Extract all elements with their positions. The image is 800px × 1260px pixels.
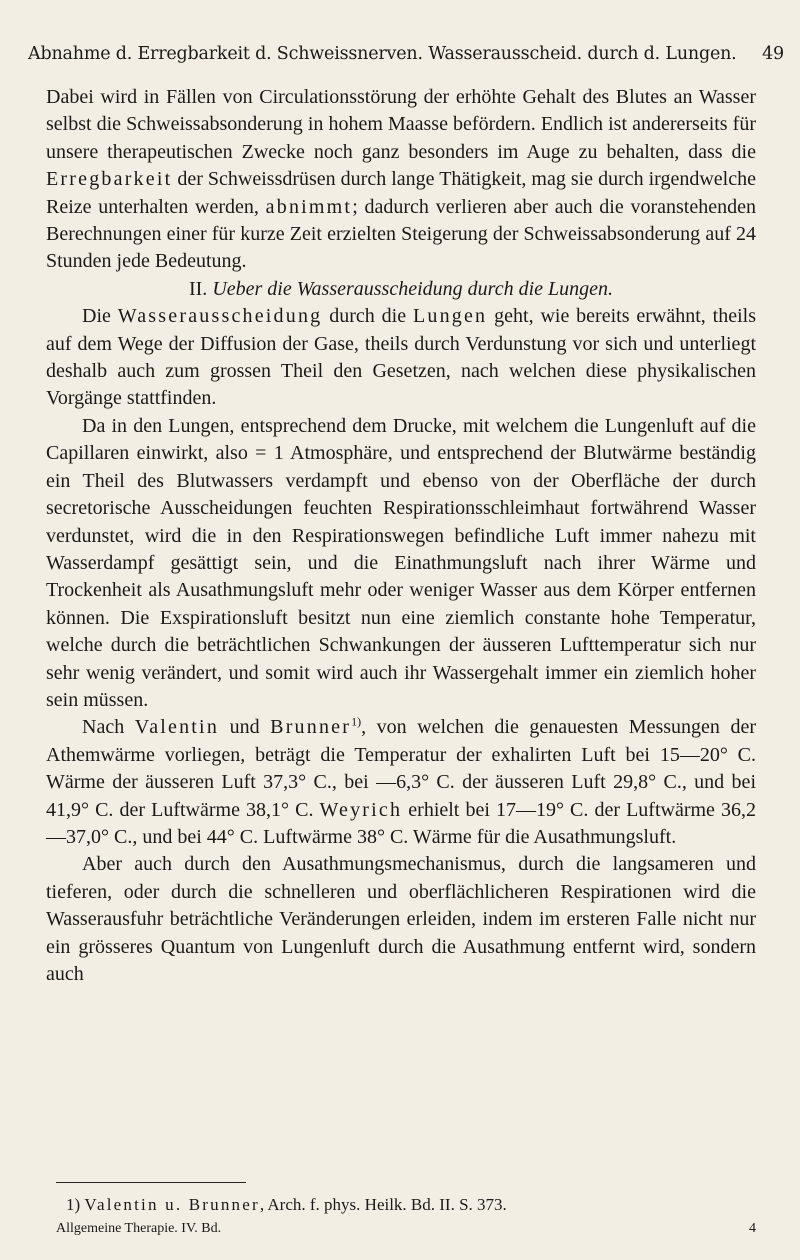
body-text bbox=[46, 84, 756, 988]
footer-sheet-number: 4 bbox=[749, 1221, 756, 1236]
spaced-term: Valentin bbox=[134, 716, 220, 739]
text-run: erhielt bei 17—19° C. der Luftwärme 36,2—37,0° C., und bei 44° C. Luftwärme 38° C. Wärme für die Ausathmungsluft. bbox=[46, 798, 756, 848]
paragraph-1 bbox=[46, 84, 756, 276]
page-footer bbox=[56, 1221, 756, 1237]
running-head bbox=[28, 44, 784, 64]
paragraph-2 bbox=[46, 303, 756, 413]
text-run: ; dadurch verlieren aber auch die voranstehenden Berechnungen einer für kurze Zeit erzielten Steigerung der Schweissabsonderung auf 24 Stunden jede Bedeutung. bbox=[46, 195, 756, 273]
footer-signature: Allgemeine Therapie. IV. Bd. bbox=[56, 1221, 222, 1236]
spaced-term: Erregbarkeit bbox=[46, 168, 173, 191]
page-number: 49 bbox=[762, 44, 784, 64]
spaced-term: Weyrich bbox=[319, 798, 403, 821]
text-run: Die bbox=[82, 305, 118, 328]
footnote-reference[interactable]: 1) bbox=[351, 714, 362, 729]
spaced-term: Wasserausscheidung bbox=[117, 305, 323, 328]
paragraph-4 bbox=[46, 714, 756, 851]
text-run: , von welchen die genauesten Messungen der Athemwärme vorliegen, beträgt die Temperatur der exhalirten Luft bei 15—20° C. Wärme der äusseren Luft 37,3° C., bei —6,3° C. der äusseren Luft 29,8° C., und bei 41,9° C. der Luftwärme 38,1° C. bbox=[46, 716, 757, 821]
text-run: der Schweissdrüsen durch lange Thätigkeit, mag sie durch irgendwelche Reize unterhalten werden, bbox=[46, 168, 756, 218]
text-run: geht, wie bereits erwähnt, theils auf dem Wege der Diffusion der Gase, theils durch Verdunstung vor sich und unterliegt deshalb auch zum grossen Theil den Gesetzen, nach welchen diese physikalischen Vorgänge stattfinden. bbox=[46, 305, 756, 410]
spaced-term: Brunner bbox=[270, 716, 352, 739]
footnote bbox=[66, 1193, 756, 1217]
text-run: Dabei wird in Fällen von Circulationsstörung der erhöhte Gehalt des Blutes an Wasser selbst die Schweissabsonderung in hohem Maasse befördern. Endlich ist andererseits für unsere therapeutischen Zwecke noch ganz besonders im Auge zu behalten, dass die bbox=[46, 86, 756, 163]
footnote-authors: Valentin u. Brunner bbox=[84, 1195, 260, 1214]
footnote-citation: , Arch. f. phys. Heilk. Bd. II. S. 373. bbox=[259, 1195, 507, 1214]
section-heading bbox=[46, 276, 756, 303]
text-run: Nach bbox=[82, 716, 135, 739]
text-run: durch die bbox=[322, 305, 413, 328]
text-run: und bbox=[219, 716, 271, 739]
section-title: Ueber die Wasserausscheidung durch die Lungen. bbox=[212, 277, 614, 300]
running-head-title: Abnahme d. Erregbarkeit d. Schweissnerven. Wasserausscheid. durch d. Lungen. bbox=[28, 44, 737, 64]
footnote-divider bbox=[56, 1182, 246, 1183]
paragraph-5: Aber auch durch den Ausathmungsmechanismus, durch die langsameren und tieferen, oder durch die schnelleren und oberflächlicheren Respirationen wird die Wasserausfuhr beträchtliche Veränderungen erleiden, indem im ersteren Falle nicht nur ein grösseres Quantum von Lungenluft durch die Ausathmung entfernt wird, sondern auch bbox=[46, 853, 756, 985]
spaced-term: abnimmt bbox=[265, 195, 353, 218]
paragraph-3: Da in den Lungen, entsprechend dem Drucke, mit welchem die Lungenluft auf die Capillaren einwirkt, also = 1 Atmosphäre, und entsprechend der Blutwärme beständig ein Theil des Blutwassers verdampft und ebenso von der Oberfläche der durch secretorische Ausscheidungen feuchten Respirationsschleimhaut fortwährend Wasser verdunstet, wird die in den Respirationswegen befindliche Luft immer nahezu mit Wasserdampf gesättigt sein, und die Einathmungsluft nach ihrer Wärme und Trockenheit als Ausathmungsluft mehr oder weniger Wasser aus dem Körper entfernen können. Die Exspirationsluft besitzt nun eine ziemlich constante hohe Temperatur, welche durch die beträchtlichen Schwankungen der äusseren Lufttemperatur sich nur sehr wenig verändert, und somit wird auch ihr Wassergehalt immer ein ziemlich hoher sein müssen. bbox=[46, 414, 756, 711]
footnote-marker: 1) bbox=[66, 1195, 81, 1214]
spaced-term: Lungen bbox=[412, 305, 488, 328]
section-number: II. bbox=[188, 277, 208, 300]
